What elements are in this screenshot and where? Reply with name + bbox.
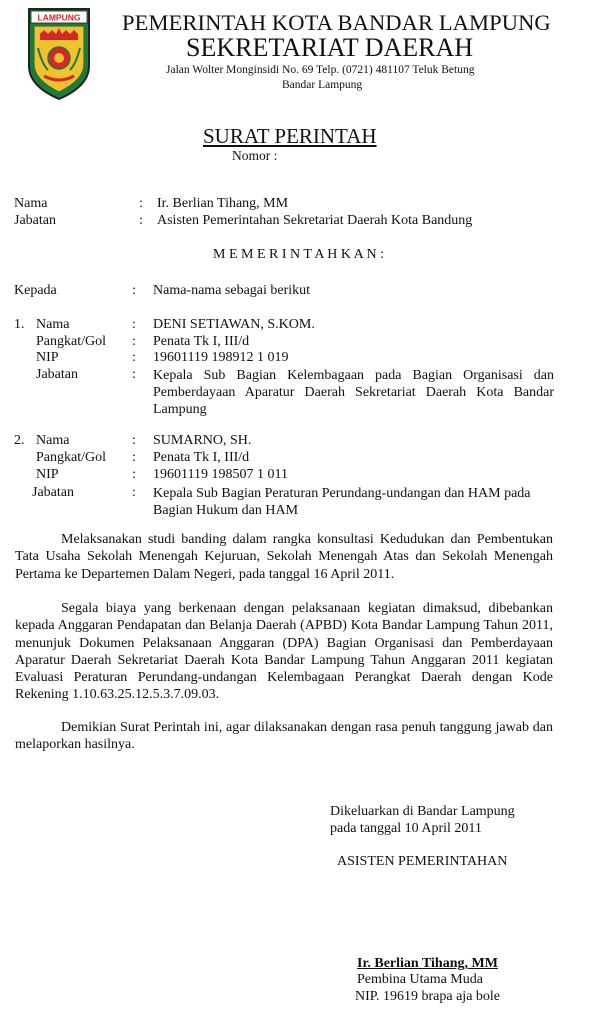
person-name-label: Nama — [36, 433, 70, 448]
person-rank-label: Pangkat/Gol — [36, 334, 106, 349]
letterhead-city: Bandar Lampung — [282, 79, 363, 91]
person-position-label: Jabatan — [32, 485, 74, 500]
person-name-label: Nama — [36, 317, 70, 332]
letterhead-line1: PEMERINTAH KOTA BANDAR LAMPUNG — [122, 10, 551, 35]
document-title: SURAT PERINTAH — [203, 124, 377, 148]
person-rank: Penata Tk I, III/d — [153, 450, 250, 465]
colon: : — [132, 334, 136, 349]
colon: : — [132, 485, 136, 500]
colon: : — [139, 213, 143, 228]
recipient-value: Nama-nama sebagai berikut — [153, 283, 311, 298]
colon: : — [132, 467, 136, 482]
letterhead-address: Jalan Wolter Monginsidi No. 69 Telp. (0721) 481107 Teluk Betung — [166, 64, 475, 76]
command-heading: M E M E R I N T A H K A N : — [213, 247, 385, 262]
body-paragraph: Segala biaya yang berkenaan dengan pelaksanaan kegiatan dimaksud, dibebankan kepada Anggaran Pendapatan dan Belanja Daerah (APBD) Kota Bandar Lampung Tahun 2011, menunjuk Dokumen Pelaksanaan Anggaran (DPA) Bagian Organisasi dan Pemberdayaan Aparatur Daerah Sekretariat Daerah Kota Bandar Lampung Tahun Anggaran 2011 kegiatan Evaluasi Peraturan Perundang-undangan Kelembagaan Perangkat Daerah dengan Kode Rekening 1.10.63.25.12.5.3.7.09.03. — [15, 601, 553, 703]
colon: : — [132, 367, 136, 382]
letterhead-line2: SEKRETARIAT DAERAH — [186, 33, 474, 62]
person-nip-label: NIP — [36, 467, 59, 482]
issued-date: pada tanggal 10 April 2011 — [330, 821, 482, 836]
issuer-name-label: Nama — [14, 196, 48, 211]
colon: : — [139, 196, 143, 211]
issuer-name: Ir. Berlian Tihang, MM — [157, 196, 289, 211]
body-paragraph: Demikian Surat Perintah ini, agar dilaksanakan dengan rasa penuh tanggung jawab dan melaporkan hasilnya. — [15, 720, 553, 753]
person-nip: 19601119 198507 1 011 — [153, 467, 288, 482]
issued-place: Dikeluarkan di Bandar Lampung — [330, 804, 515, 819]
signatory-nip: NIP. 19619 brapa aja bole — [355, 989, 501, 1004]
person-name: SUMARNO, SH. — [153, 433, 252, 448]
signatory-position: ASISTEN PEMERINTAHAN — [337, 854, 508, 869]
signatory-name: Ir. Berlian Tihang, MM — [357, 956, 498, 971]
person-number: 2. — [14, 433, 25, 448]
body-paragraph: Melaksanakan studi banding dalam rangka konsultasi Kedudukan dan Pembentukan Tata Usaha Sekolah Menengah Kejuruan, Sekolah Menengah Atas dan Sekolah Menengah Pertama ke Departemen Dalam Negeri, pada tanggal 16 April 2011. — [15, 532, 553, 582]
person-rank: Penata Tk I, III/d — [153, 334, 250, 349]
issuer-position: Asisten Pemerintahan Sekretariat Daerah Kota Bandung — [157, 213, 473, 228]
colon: : — [132, 433, 136, 448]
issuer-position-label: Jabatan — [14, 213, 56, 228]
person-number: 1. — [14, 317, 25, 332]
person-rank-label: Pangkat/Gol — [36, 450, 106, 465]
document-number: Nomor : — [232, 148, 278, 163]
person-position: Kepala Sub Bagian Kelembagaan pada Bagian Organisasi dan Pemberdayaan Aparatur Daerah Sekretariat Daerah Kota Bandar Lampung — [153, 368, 554, 417]
person-name: DENI SETIAWAN, S.KOM. — [153, 317, 315, 332]
colon: : — [132, 317, 136, 332]
colon: : — [132, 450, 136, 465]
colon: : — [132, 283, 136, 298]
lampung-emblem — [26, 6, 92, 102]
svg-text:LAMPUNG: LAMPUNG — [37, 12, 81, 23]
person-position: Kepala Sub Bagian Peraturan Perundang-undangan dan HAM pada Bagian Hukum dan HAM — [153, 486, 531, 518]
person-position-label: Jabatan — [36, 367, 78, 382]
person-nip-label: NIP — [36, 350, 59, 365]
signatory-rank: Pembina Utama Muda — [357, 972, 483, 987]
recipient-label: Kepada — [14, 283, 57, 298]
colon: : — [132, 350, 136, 365]
person-nip: 19601119 198912 1 019 — [153, 350, 289, 365]
